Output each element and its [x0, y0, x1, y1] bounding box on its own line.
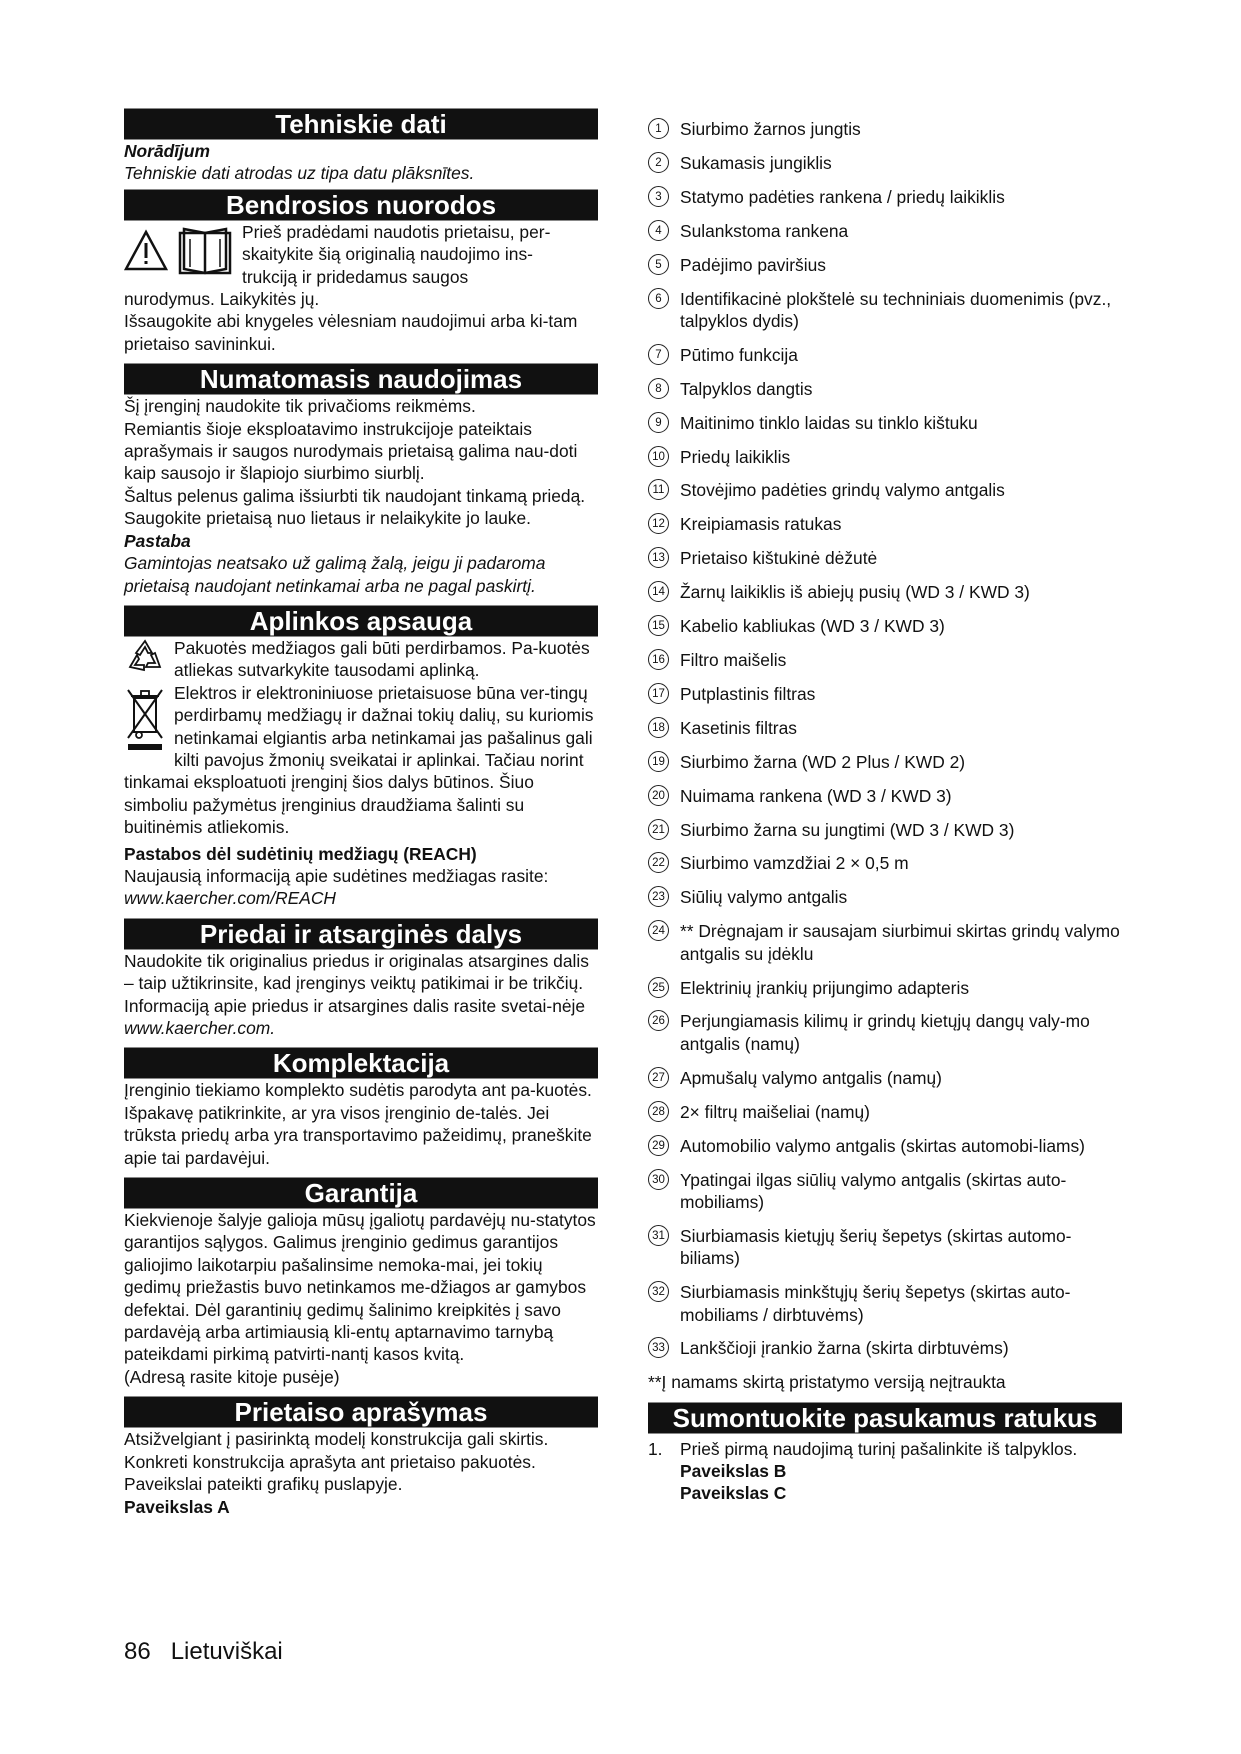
part-item: [648, 1225, 1126, 1270]
part-number-badge: 7: [648, 344, 669, 365]
part-item: [648, 220, 1126, 242]
part-number-badge: 33: [648, 1337, 669, 1358]
part-number-badge: 14: [648, 581, 669, 602]
part-item: [648, 513, 1126, 535]
part-label: Siurbimo žarna su jungtimi (WD 3 / KWD 3): [680, 819, 1015, 840]
part-item: [648, 683, 1126, 705]
part-number-badge: 19: [648, 751, 669, 772]
part-item: [648, 1067, 1126, 1089]
part-item: [648, 446, 1126, 468]
part-label: Talpyklos dangtis: [680, 378, 813, 399]
part-item: [648, 186, 1126, 208]
reach-title: Pastabos dėl sudėtinių medžiagų (REACH): [124, 843, 477, 864]
part-label: Kreipiamasis ratukas: [680, 514, 842, 535]
part-number-badge: 31: [648, 1225, 669, 1246]
weee-bin-icon: [124, 684, 166, 752]
part-number-badge: 1: [648, 118, 669, 139]
general-notes-line: trukciją ir pridedamus saugos: [242, 266, 469, 287]
part-item: [648, 1010, 1126, 1055]
general-notes-block: [124, 221, 598, 311]
part-label: Sukamasis jungiklis: [680, 152, 832, 173]
part-label: Elektrinių įrankių prijungimo adapteris: [680, 977, 970, 998]
part-item: [648, 479, 1126, 501]
part-number-badge: 8: [648, 378, 669, 399]
part-label: Siūlių valymo antgalis: [680, 887, 848, 908]
part-item: [648, 852, 1126, 874]
heading-device-description: Prietaiso aprašymas: [124, 1396, 598, 1428]
part-label: ** Drėgnajam ir sausajam siurbimui skirtas grindų valymo antgalis su įdėklu: [680, 921, 1120, 964]
part-number-badge: 17: [648, 683, 669, 704]
part-number-badge: 27: [648, 1067, 669, 1088]
part-number-badge: 21: [648, 819, 669, 840]
heading-accessories: Priedai ir atsarginės dalys: [124, 918, 598, 950]
accessories-text-part: Informaciją apie priedus ir atsargines dalis rasite svetai-nėje: [124, 995, 586, 1016]
general-notes-line: nurodymus. Laikykitės jų.: [124, 289, 320, 310]
footnote: **Į namams skirtą pristatymo versiją neįtraukta: [648, 1372, 1006, 1393]
use-note-text: Gamintojas neatsako už galimą žalą, jeigu ji padaroma prietaisą naudojant netinkamai arba ne pagal paskirtį.: [124, 553, 546, 596]
warranty-text: Kiekvienoje šalyje galioja mūsų įgaliotų pardavėjų nu-statytos garantijos sąlygos. Galimus įrenginio gedimus garantijos galiojimo laikotarpiu pašalinsime nemoka-mai, jei tokių gedimų priežastis buvo netinkamos me-džiagos ar gamybos defektai. Dėl garantinių gedimų šalinimo kreipkitės į savo pardavėją arba artimiausią kli-entų aptarnavimo tarnybą pateikdami pirkimą patvirti-nantį kasos kvitą.: [124, 1210, 596, 1365]
part-item: [648, 819, 1126, 841]
environment-text: Elektros ir elektroniniuose prietaisuose būna ver-tingų perdirbamų medžiagų ir dažnai tokių dalių, su kuriomis netinkamai elgiantis arba netinkamai jas pašalinus gali kilti pavojus žmonių sveikatai ir aplinkai. Tačiau norint tinkamai eksploatuoti įrenginį šios dalys būtinos. Šiuo simboliu pažymėtus įrenginius draudžiama šalinti su buitinėmis atliekomis.: [124, 682, 594, 838]
part-item: [648, 118, 1126, 140]
kaercher-link[interactable]: www.kaercher.com.: [124, 1018, 276, 1038]
use-note-label: Pastaba: [124, 530, 191, 551]
part-number-badge: 25: [648, 977, 669, 998]
part-item: [648, 288, 1126, 333]
figure-b-ref: Paveikslas B: [680, 1460, 787, 1481]
figure-c-ref: Paveikslas C: [680, 1482, 787, 1503]
part-label: Kasetinis filtras: [680, 717, 797, 738]
part-label: Lankščioji įrankio žarna (skirta dirbtuvėms): [680, 1338, 1009, 1359]
part-item: [648, 1169, 1126, 1214]
heading-mount-castors: Sumontuokite pasukamus ratukus: [648, 1402, 1122, 1434]
part-number-badge: 13: [648, 547, 669, 568]
warranty-address: (Adresą rasite kitoje pusėje): [124, 1366, 340, 1387]
part-item: [648, 547, 1126, 569]
note-label: Norādījum: [124, 141, 210, 161]
part-item: [648, 344, 1126, 366]
step-1: [648, 1438, 1126, 1504]
part-item: [648, 1101, 1126, 1123]
general-notes-line: skaitykite šią originalią naudojimo ins-: [242, 244, 533, 265]
part-label: Putplastinis filtras: [680, 683, 816, 704]
description-text: Atsižvelgiant į pasirinktą modelį konstrukcija gali skirtis. Konkreti konstrukcija aprašyta ant prietaiso pakuotės.: [124, 1429, 549, 1472]
part-item: [648, 152, 1126, 174]
page-number: 86: [124, 1638, 151, 1665]
part-label: Prietaiso kištukinė dėžutė: [680, 548, 878, 569]
part-number-badge: 23: [648, 886, 669, 907]
heading-intended-use: Numatomasis naudojimas: [124, 363, 598, 395]
part-label: Maitinimo tinklo laidas su tinklo kištuku: [680, 412, 978, 433]
part-label: Nuimama rankena (WD 3 / KWD 3): [680, 785, 952, 806]
part-item: [648, 920, 1126, 965]
use-text: Šį įrenginį naudokite tik privačioms reikmėms.: [124, 396, 476, 417]
part-label: Siurbiamasis kietųjų šerių šepetys (skirtas automo-biliams): [680, 1225, 1072, 1269]
part-number-badge: 15: [648, 615, 669, 636]
part-number-badge: 26: [648, 1010, 669, 1031]
part-item: [648, 378, 1126, 400]
part-label: Perjungiamasis kilimų ir grindų kietųjų dangų valy-mo antgalis (namų): [680, 1011, 1090, 1054]
right-column: [648, 118, 1126, 1504]
part-number-badge: 6: [648, 288, 669, 309]
manual-book-icon: [176, 225, 234, 277]
part-item: [648, 581, 1126, 603]
part-label: Ypatingai ilgas siūlių valymo antgalis (skirtas auto-mobiliams): [680, 1169, 1067, 1212]
part-item: [648, 412, 1126, 434]
part-label: Siurbimo vamzdžiai 2 × 0,5 m: [680, 853, 909, 874]
part-item: [648, 977, 1126, 999]
part-number-badge: 4: [648, 220, 669, 241]
warning-triangle-icon: [124, 229, 168, 273]
part-number-badge: 2: [648, 152, 669, 173]
part-label: Siurbiamasis minkštųjų šerių šepetys (skirtas auto-mobiliams / dirbtuvėms): [680, 1282, 1071, 1325]
part-number-badge: 32: [648, 1281, 669, 1302]
part-number-badge: 3: [648, 186, 669, 207]
part-label: Filtro maišelis: [680, 650, 787, 670]
environment-text: Pakuotės medžiagos gali būti perdirbamos. Pa-kuotės atliekas sutvarkykite tausodami aplinką.: [174, 637, 590, 681]
use-text: Saugokite prietaisą nuo lietaus ir nelaikykite jo lauke.: [124, 508, 531, 529]
part-number-badge: 20: [648, 785, 669, 806]
part-label: Priedų laikiklis: [680, 446, 791, 467]
heading-warranty: Garantija: [124, 1177, 598, 1209]
part-number-badge: 9: [648, 412, 669, 433]
scope-text: Įrenginio tiekiamo komplekto sudėtis parodyta ant pa-kuotės. Išpakavę patikrinkite, ar yra visos įrenginio de-talės. Jei trūksta priedų arba yra transportavimo pažeidimų, praneškite apie tai pardavėjui.: [124, 1080, 592, 1168]
part-label: Apmušalų valymo antgalis (namų): [680, 1067, 942, 1088]
part-label: Sulankstoma rankena: [680, 220, 849, 241]
part-label: Identifikacinė plokštelė su techniniais duomenimis (pvz., talpyklos dydis): [680, 288, 1112, 331]
part-number-badge: 12: [648, 513, 669, 534]
reach-text: Naujausią informaciją apie sudėtines medžiagas rasite:: [124, 865, 549, 886]
step-number: 1.: [648, 1438, 663, 1459]
part-label: Stovėjimo padėties grindų valymo antgalis: [680, 480, 1005, 501]
part-number-badge: 28: [648, 1101, 669, 1122]
part-label: Automobilio valymo antgalis (skirtas automobi-liams): [680, 1135, 1085, 1156]
left-column: [124, 108, 598, 1518]
heading-environment: Aplinkos apsauga: [124, 605, 598, 637]
part-item: [648, 886, 1126, 908]
accessories-text: Naudokite tik originalius priedus ir originalas atsargines dalis – taip užtikrinsite, kad įrenginys veiktų patikimai ir be trikčių.: [124, 950, 589, 994]
use-text: Remiantis šioje eksploatavimo instrukcijoje pateiktais aprašymais ir saugos nurodymais prietaisą galima nau-doti kaip sausojo ir šlapiojo siurbimo siurblį.: [124, 418, 578, 484]
step-text: Prieš pirmą naudojimą turinį pašalinkite iš talpyklos.: [680, 1438, 1078, 1459]
part-number-badge: 5: [648, 254, 669, 275]
part-number-badge: 30: [648, 1169, 669, 1190]
part-label: Žarnų laikiklis iš abiejų pusių (WD 3 / KWD 3): [680, 582, 1030, 603]
recycle-icon: [124, 637, 166, 679]
heading-technical-data: Tehniskie dati: [124, 108, 598, 140]
part-label: Pūtimo funkcija: [680, 344, 798, 365]
part-number-badge: 22: [648, 852, 669, 873]
heading-general-notes: Bendrosios nuorodos: [124, 189, 598, 221]
general-notes-line: Prieš pradėdami naudotis prietaisu, per-: [242, 221, 551, 242]
part-label: Kabelio kabliukas (WD 3 / KWD 3): [680, 616, 945, 637]
use-text: Šaltus pelenus galima išsiurbti tik naudojant tinkamą priedą.: [124, 485, 586, 506]
part-number-badge: 10: [648, 446, 669, 467]
figure-a-ref: Paveikslas A: [124, 1496, 230, 1517]
part-item: [648, 1281, 1126, 1326]
part-label: Siurbimo žarnos jungtis: [680, 119, 861, 139]
part-number-badge: 24: [648, 920, 669, 941]
accessories-text: [124, 995, 598, 1040]
part-number-badge: 16: [648, 649, 669, 670]
part-number-badge: 11: [648, 479, 669, 500]
note-text: Tehniskie dati atrodas uz tipa datu plāksnītes.: [124, 163, 475, 184]
part-label: 2× filtrų maišeliai (namų): [680, 1101, 870, 1122]
part-item: [648, 615, 1126, 637]
part-item: [648, 1337, 1126, 1359]
part-item: [648, 717, 1126, 739]
part-number-badge: 18: [648, 717, 669, 738]
part-item: [648, 1135, 1126, 1157]
general-notes-text: Išsaugokite abi knygeles vėlesniam naudojimui arba ki-tam prietaiso savininkui.: [124, 311, 578, 354]
heading-scope-of-delivery: Komplektacija: [124, 1047, 598, 1079]
parts-list: [648, 118, 1126, 1360]
part-label: Siurbimo žarna (WD 2 Plus / KWD 2): [680, 751, 966, 772]
part-number-badge: 29: [648, 1135, 669, 1156]
reach-link[interactable]: www.kaercher.com/REACH: [124, 888, 336, 909]
part-item: [648, 785, 1126, 807]
language-label: Lietuviškai: [170, 1638, 283, 1665]
part-item: [648, 649, 1126, 671]
part-label: Statymo padėties rankena / priedų laikiklis: [680, 186, 1005, 207]
page-footer: [124, 1638, 303, 1666]
description-text: Paveikslai pateikti grafikų puslapyje.: [124, 1474, 403, 1495]
part-item: [648, 751, 1126, 773]
part-item: [648, 254, 1126, 276]
part-label: Padėjimo paviršius: [680, 254, 826, 275]
environment-block: [124, 637, 598, 839]
